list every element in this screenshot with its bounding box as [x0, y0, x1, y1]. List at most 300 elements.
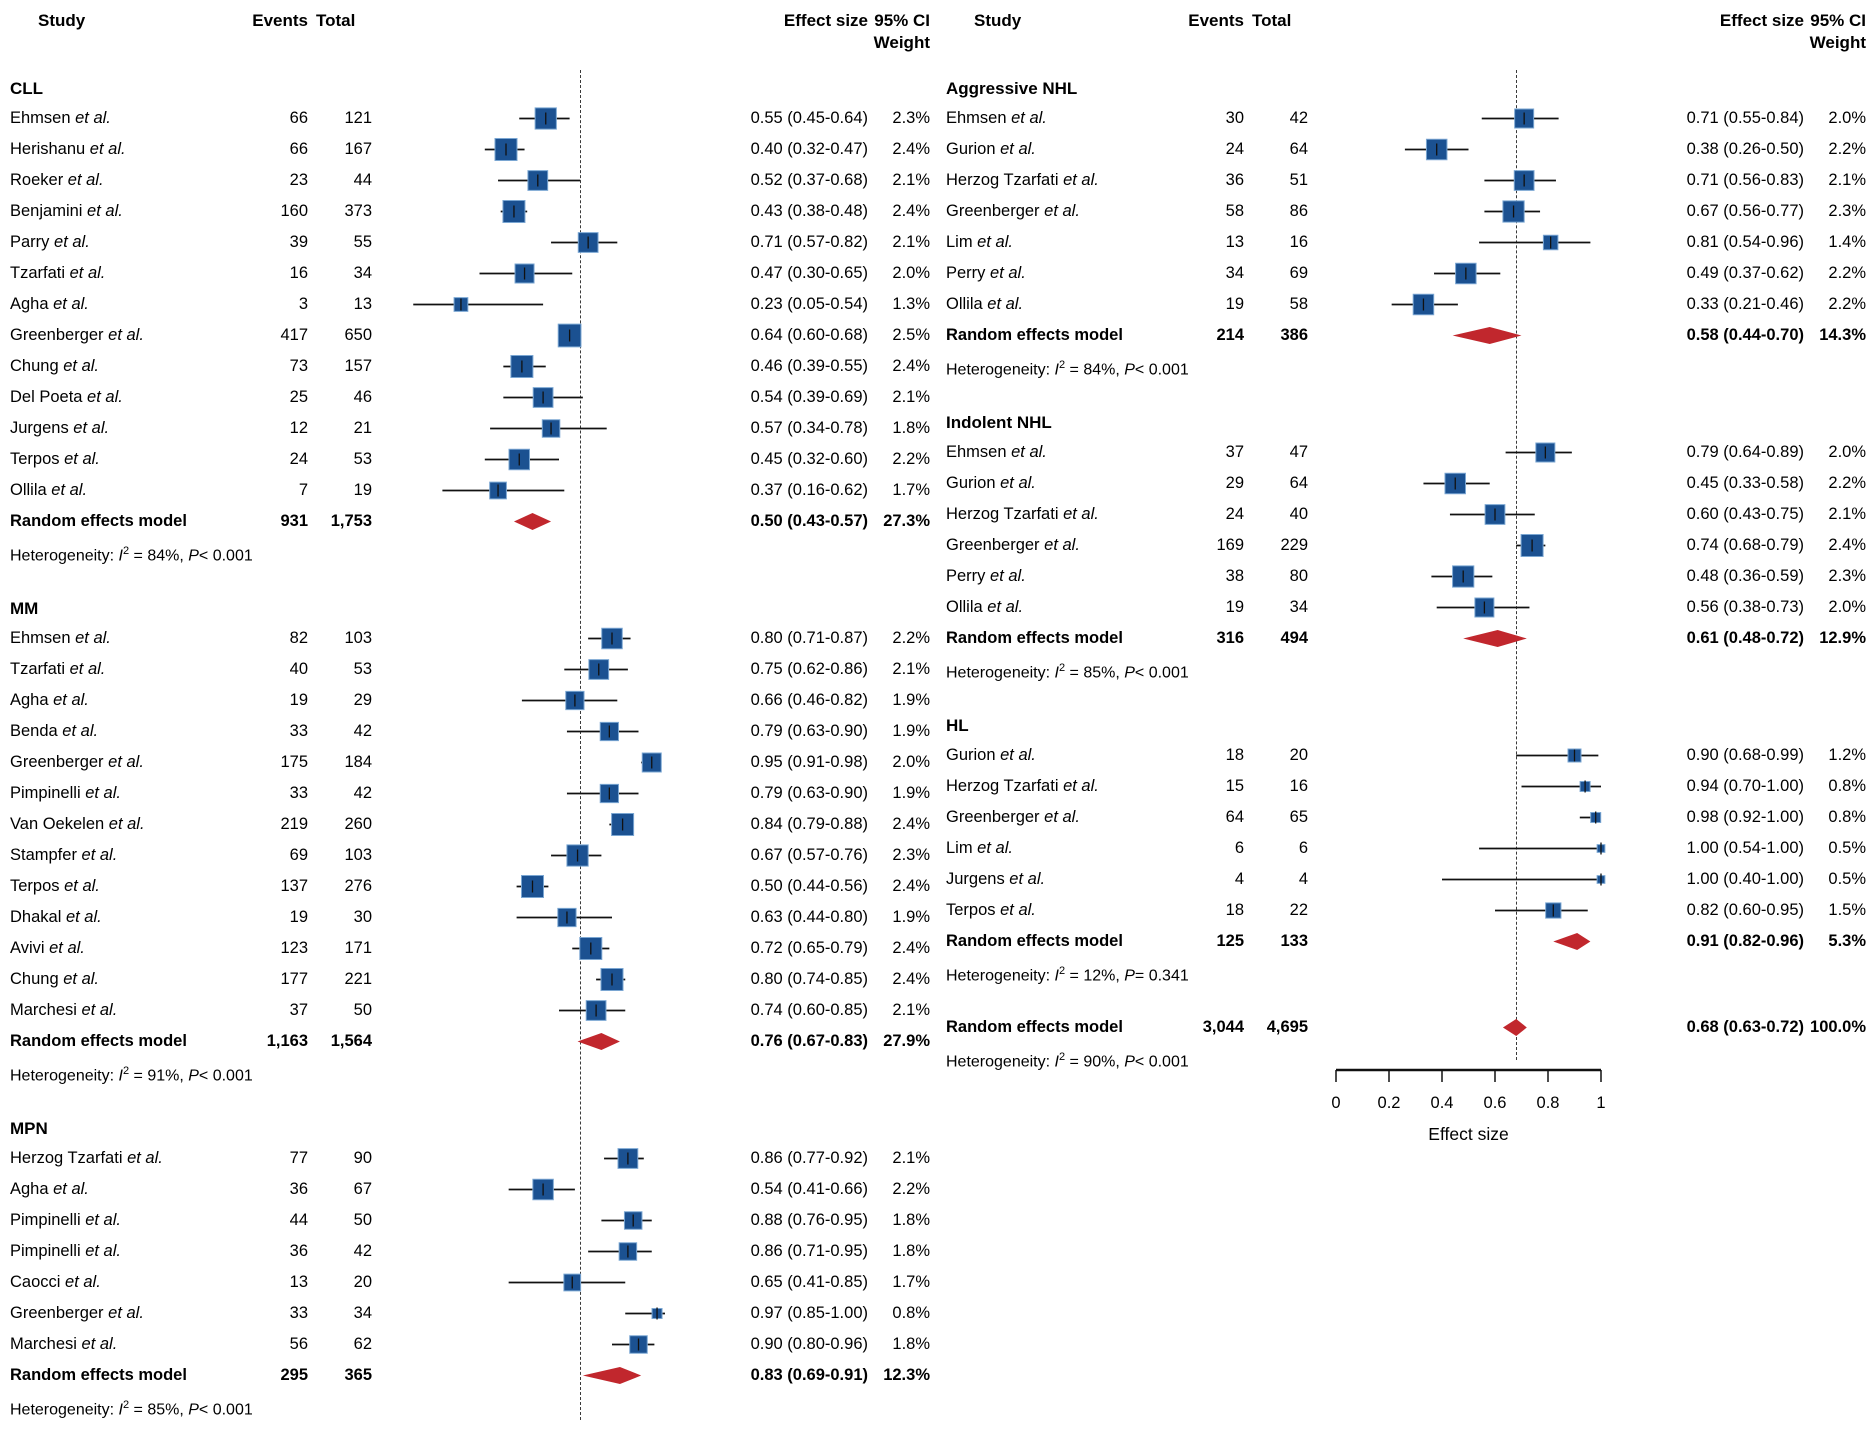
total-value: 494 [1280, 629, 1308, 647]
forest-plot-cell [372, 1174, 672, 1205]
column-header-row [0, 0, 935, 72]
weight-value: 2.1% [892, 660, 930, 678]
forest-plot-cell [372, 506, 672, 537]
effect-size-value: 0.57 (0.34-0.78) [750, 419, 868, 437]
events-value: 29 [1225, 474, 1244, 492]
events-value: 316 [1216, 629, 1244, 647]
i-squared-symbol: I [1054, 1053, 1059, 1071]
forest-plot-cell [372, 840, 672, 871]
study-label: Chung et al. [10, 970, 99, 988]
events-value: 137 [280, 877, 308, 895]
weight-value: 2.2% [1828, 295, 1866, 313]
events-value: 13 [289, 1273, 308, 1291]
weight-value: 2.2% [892, 450, 930, 468]
study-marker [1308, 833, 1608, 864]
forest-plot-cell [1308, 134, 1608, 165]
et-al-italic: et al. [53, 691, 89, 709]
summary-label: Random effects model [10, 1032, 187, 1050]
study-label: Van Oekelen et al. [10, 815, 145, 833]
forest-plot-cell [372, 964, 672, 995]
effect-size-value: 0.79 (0.63-0.90) [750, 784, 868, 802]
total-value: 229 [1280, 536, 1308, 554]
forest-plot-cell [1308, 833, 1608, 864]
study-row [0, 933, 935, 964]
total-header-label: Total [316, 11, 356, 30]
summary-row [936, 1012, 1871, 1043]
study-column-header [936, 0, 1186, 72]
study-marker [372, 444, 672, 475]
effect-size-value: 0.37 (0.16-0.62) [750, 481, 868, 499]
summary-diamond [514, 513, 551, 530]
ci-header-label: 95% CI [1810, 11, 1866, 30]
weight-value: 0.5% [1828, 870, 1866, 888]
summary-diamond [1503, 1019, 1527, 1036]
events-value: 34 [1225, 264, 1244, 282]
weight-value: 2.2% [892, 629, 930, 647]
et-al-italic: et al. [87, 202, 123, 220]
study-marker [372, 196, 672, 227]
effect-size-value: 0.64 (0.60-0.68) [750, 326, 868, 344]
total-value: 365 [344, 1366, 372, 1384]
study-label: Greenberger et al. [10, 1304, 144, 1322]
summary-row [936, 623, 1871, 654]
effect-size-value: 0.81 (0.54-0.96) [1686, 233, 1804, 251]
effect-size-value: 0.80 (0.71-0.87) [750, 629, 868, 647]
weight-value: 27.9% [883, 1032, 930, 1050]
total-value: 62 [353, 1335, 372, 1353]
total-value: 4 [1298, 870, 1308, 888]
summary-label: Random effects model [10, 512, 187, 530]
weight-value: 2.0% [892, 753, 930, 771]
total-value: 42 [353, 784, 372, 802]
weight-value: 2.4% [892, 970, 930, 988]
study-label: Chung et al. [10, 357, 99, 375]
effect-size-value: 0.79 (0.63-0.90) [750, 722, 868, 740]
forest-plot-cell [372, 289, 672, 320]
study-row [936, 227, 1871, 258]
forest-plot-cell [372, 1360, 672, 1391]
events-value: 66 [289, 109, 308, 127]
summary-row [0, 1360, 935, 1391]
events-value: 82 [289, 629, 308, 647]
i-squared-symbol: I [118, 1067, 123, 1085]
weight-value: 14.3% [1819, 326, 1866, 344]
forest-plot-cell [372, 413, 672, 444]
total-value: 50 [353, 1211, 372, 1229]
weight-value: 2.1% [892, 1149, 930, 1167]
total-value: 1,753 [330, 512, 372, 530]
events-value: 37 [1225, 443, 1244, 461]
events-value: 19 [1225, 295, 1244, 313]
weight-value: 2.2% [1828, 264, 1866, 282]
study-row [936, 833, 1871, 864]
effect-size-value: 0.45 (0.32-0.60) [750, 450, 868, 468]
study-marker [1308, 468, 1608, 499]
study-label: Perry et al. [946, 567, 1026, 585]
plot-header-spacer [372, 0, 672, 72]
effect-size-value: 0.43 (0.38-0.48) [750, 202, 868, 220]
section-gap [936, 685, 1871, 709]
et-al-italic: et al. [53, 1180, 89, 1198]
weight-value: 2.2% [892, 1180, 930, 1198]
events-value: 73 [289, 357, 308, 375]
total-value: 276 [344, 877, 372, 895]
et-al-italic: et al. [990, 264, 1026, 282]
study-row [0, 654, 935, 685]
events-value: 24 [289, 450, 308, 468]
et-al-italic: et al. [1000, 474, 1036, 492]
study-marker [1308, 258, 1608, 289]
study-label: Pimpinelli et al. [10, 1242, 121, 1260]
events-value: 66 [289, 140, 308, 158]
effect-size-value: 0.63 (0.44-0.80) [750, 908, 868, 926]
study-label: Ollila et al. [946, 598, 1024, 616]
effect-size-value: 0.75 (0.62-0.86) [750, 660, 868, 678]
summary-label: Random effects model [946, 326, 1123, 344]
forest-plot-cell [1308, 561, 1608, 592]
weight-value: 2.0% [1828, 598, 1866, 616]
study-row [936, 196, 1871, 227]
group-title: Indolent NHL [946, 413, 1052, 432]
i-squared-symbol: I [118, 1401, 123, 1419]
study-label: Ehmsen et al. [946, 443, 1047, 461]
study-label: Del Poeta et al. [10, 388, 123, 406]
axis-tick-label: 0.2 [1377, 1094, 1401, 1112]
study-column-header [0, 0, 250, 72]
effect-size-value: 0.61 (0.48-0.72) [1686, 629, 1804, 647]
study-label: Terpos et al. [10, 450, 100, 468]
study-row [0, 1143, 935, 1174]
et-al-italic: et al. [987, 295, 1024, 313]
total-value: 69 [1289, 264, 1308, 282]
study-row [0, 227, 935, 258]
total-header-label: Total [1252, 11, 1292, 30]
forest-plot-cell [1308, 227, 1608, 258]
effect-size-value: 1.00 (0.40-1.00) [1686, 870, 1804, 888]
events-value: 56 [289, 1335, 308, 1353]
effect-size-value: 0.82 (0.60-0.95) [1686, 901, 1804, 919]
forest-plot-cell [1308, 592, 1608, 623]
effect-size-value: 0.74 (0.68-0.79) [1686, 536, 1804, 554]
forest-plot-cell [372, 475, 672, 506]
column-header-row [936, 0, 1871, 72]
study-label: Lim et al. [946, 233, 1013, 251]
study-row [936, 499, 1871, 530]
group-title: MM [10, 599, 39, 618]
effect-size-value: 0.76 (0.67-0.83) [750, 1032, 868, 1050]
axis-tick-label: 0.6 [1483, 1094, 1507, 1112]
forest-plot-cell [1308, 530, 1608, 561]
effect-size-value: 0.58 (0.44-0.70) [1686, 326, 1804, 344]
study-marker [1308, 196, 1608, 227]
forest-plot-cell [372, 654, 672, 685]
total-value: 22 [1289, 901, 1308, 919]
summary-marker [1308, 926, 1608, 957]
total-value: 29 [353, 691, 372, 709]
group-title: Aggressive NHL [946, 79, 1078, 98]
effect-size-value: 0.90 (0.68-0.99) [1686, 746, 1804, 764]
study-label: Marchesi et al. [10, 1335, 118, 1353]
forest-plot-cell [372, 1205, 672, 1236]
total-value: 16 [1289, 777, 1308, 795]
events-value: 1,163 [266, 1032, 308, 1050]
study-row [0, 258, 935, 289]
section-gap [0, 568, 935, 592]
study-label: Perry et al. [946, 264, 1026, 282]
forest-plot-cell [372, 444, 672, 475]
forest-plot-cell [1308, 103, 1608, 134]
weight-value: 2.4% [1828, 536, 1866, 554]
effect-size-value: 0.33 (0.21-0.46) [1686, 295, 1804, 313]
events-value: 214 [1216, 326, 1244, 344]
study-row [936, 468, 1871, 499]
total-value: 171 [344, 939, 372, 957]
events-value: 169 [1216, 536, 1244, 554]
total-value: 133 [1280, 932, 1308, 950]
study-marker [372, 902, 672, 933]
effect-size-column-header [672, 0, 868, 72]
events-value: 417 [280, 326, 308, 344]
study-marker [372, 623, 672, 654]
study-row [0, 103, 935, 134]
et-al-italic: et al. [69, 264, 106, 282]
study-marker [1308, 592, 1608, 623]
summary-diamond [1553, 933, 1590, 950]
summary-diamond [1453, 327, 1522, 344]
et-al-italic: et al. [87, 388, 123, 406]
effect-size-value: 0.94 (0.70-1.00) [1686, 777, 1804, 795]
events-value: 12 [289, 419, 308, 437]
weight-value: 2.0% [892, 264, 930, 282]
et-al-italic: et al. [64, 450, 100, 468]
effect-size-value: 0.23 (0.05-0.54) [750, 295, 868, 313]
forest-plot-cell [372, 902, 672, 933]
et-al-italic: et al. [987, 598, 1024, 616]
weight-value: 1.7% [892, 1273, 930, 1291]
et-al-italic: et al. [63, 357, 99, 375]
et-al-italic: et al. [1044, 202, 1080, 220]
effect-size-value: 0.86 (0.77-0.92) [750, 1149, 868, 1167]
et-al-italic: et al. [1063, 505, 1099, 523]
summary-row [936, 926, 1871, 957]
summary-label: Random effects model [946, 1018, 1123, 1036]
forest-plot-cell [1308, 771, 1608, 802]
summary-marker [372, 1026, 672, 1057]
et-al-italic: et al. [1011, 109, 1047, 127]
events-value: 19 [1225, 598, 1244, 616]
p-symbol: P [188, 1401, 199, 1419]
summary-marker [372, 1360, 672, 1391]
study-row [0, 165, 935, 196]
p-symbol: P [1124, 361, 1135, 379]
events-value: 24 [1225, 140, 1244, 158]
effect-size-value: 0.90 (0.80-0.96) [750, 1335, 868, 1353]
study-header-label: Study [38, 11, 86, 30]
et-al-italic: et al. [977, 233, 1013, 251]
events-column-header [250, 0, 308, 72]
total-value: 20 [353, 1273, 372, 1291]
effect-size-value: 0.86 (0.71-0.95) [750, 1242, 868, 1260]
study-row [936, 592, 1871, 623]
effect-size-value: 0.49 (0.37-0.62) [1686, 264, 1804, 282]
section-gap [0, 1088, 935, 1112]
study-marker [1308, 165, 1608, 196]
total-value: 6 [1298, 839, 1308, 857]
study-label: Agha et al. [10, 295, 89, 313]
total-value: 373 [344, 202, 372, 220]
events-value: 69 [289, 846, 308, 864]
et-al-italic: et al. [64, 877, 100, 895]
events-value: 175 [280, 753, 308, 771]
effect-size-value: 0.40 (0.32-0.47) [750, 140, 868, 158]
total-value: 55 [353, 233, 372, 251]
study-marker [372, 289, 672, 320]
heterogeneity-note: Heterogeneity: $I^2 = 85\%$, P< 0.001 [10, 1399, 253, 1419]
study-label: Agha et al. [10, 1180, 89, 1198]
forest-plot-cell [1308, 499, 1608, 530]
superscript-two: 2 [1058, 359, 1066, 371]
summary-diamond [583, 1367, 641, 1384]
weight-value: 2.1% [892, 171, 930, 189]
weight-value: 1.9% [892, 691, 930, 709]
events-value: 18 [1225, 901, 1244, 919]
weight-value: 12.9% [1819, 629, 1866, 647]
summary-label: Random effects model [10, 1366, 187, 1384]
total-value: 46 [353, 388, 372, 406]
weight-value: 1.9% [892, 722, 930, 740]
i-squared-symbol: I [1054, 361, 1059, 379]
summary-marker [1308, 623, 1608, 654]
et-al-italic: et al. [977, 839, 1013, 857]
total-value: 42 [353, 1242, 372, 1260]
forest-plot-cell [372, 995, 672, 1026]
weight-value: 1.5% [1828, 901, 1866, 919]
effect-size-value: 0.45 (0.33-0.58) [1686, 474, 1804, 492]
total-value: 221 [344, 970, 372, 988]
et-al-italic: et al. [75, 109, 111, 127]
total-value: 34 [353, 1304, 372, 1322]
et-al-italic: et al. [51, 481, 88, 499]
total-value: 20 [1289, 746, 1308, 764]
forest-plot-cell [1308, 623, 1608, 654]
study-row [0, 840, 935, 871]
study-row [936, 437, 1871, 468]
study-marker [372, 871, 672, 902]
total-value: 21 [353, 419, 372, 437]
study-row [0, 685, 935, 716]
study-row [936, 165, 1871, 196]
events-value: 33 [289, 784, 308, 802]
study-label: Benjamini et al. [10, 202, 123, 220]
study-row [936, 258, 1871, 289]
weight-value: 1.8% [892, 1335, 930, 1353]
total-value: 47 [1289, 443, 1308, 461]
p-symbol: P [1124, 967, 1135, 985]
study-row [0, 1174, 935, 1205]
events-value: 295 [280, 1366, 308, 1384]
forest-plot-cell [372, 1329, 672, 1360]
forest-plot-cell [1308, 258, 1608, 289]
study-label: Parry et al. [10, 233, 90, 251]
events-value: 3,044 [1202, 1018, 1244, 1036]
p-symbol: P [1124, 1053, 1135, 1071]
events-value: 160 [280, 202, 308, 220]
effect-size-value: 0.72 (0.65-0.79) [750, 939, 868, 957]
study-marker [1308, 771, 1608, 802]
et-al-italic: et al. [127, 1149, 163, 1167]
events-header-label: Events [1188, 11, 1244, 30]
total-column-header [1244, 0, 1308, 72]
study-marker [1308, 864, 1608, 895]
study-label: Stampfer et al. [10, 846, 118, 864]
weight-value: 2.0% [1828, 109, 1866, 127]
effect-size-header-label: Effect size [783, 11, 868, 30]
study-row [0, 1236, 935, 1267]
weight-value: 0.5% [1828, 839, 1866, 857]
superscript-two: 2 [1058, 965, 1066, 977]
events-value: 3 [298, 295, 308, 313]
events-value: 36 [1225, 171, 1244, 189]
summary-row [936, 320, 1871, 351]
et-al-italic: et al. [1044, 536, 1080, 554]
study-row [936, 289, 1871, 320]
total-value: 16 [1289, 233, 1308, 251]
study-marker [372, 778, 672, 809]
study-marker [372, 654, 672, 685]
p-symbol: P [1124, 664, 1135, 682]
events-value: 4 [1234, 870, 1244, 888]
study-marker [372, 320, 672, 351]
study-row [0, 1329, 935, 1360]
forest-plot-cell [372, 747, 672, 778]
total-value: 157 [344, 357, 372, 375]
total-value: 86 [1289, 202, 1308, 220]
section-gap [936, 988, 1871, 1012]
et-al-italic: et al. [108, 1304, 144, 1322]
effect-size-value: 0.47 (0.30-0.65) [750, 264, 868, 282]
study-marker [372, 716, 672, 747]
plot-header-spacer [1308, 0, 1608, 72]
forest-plot-cell [1308, 437, 1608, 468]
study-marker [1308, 227, 1608, 258]
effect-size-value: 0.52 (0.37-0.68) [750, 171, 868, 189]
total-value: 13 [353, 295, 372, 313]
weight-value: 2.5% [892, 326, 930, 344]
study-row [936, 864, 1871, 895]
axis-tick-label: 1 [1596, 1094, 1606, 1112]
et-al-italic: et al. [1000, 746, 1036, 764]
forest-plot-cell [1308, 802, 1608, 833]
total-value: 65 [1289, 808, 1308, 826]
effect-size-value: 0.95 (0.91-0.98) [750, 753, 868, 771]
weight-value: 0.8% [892, 1304, 930, 1322]
weight-value: 1.8% [892, 419, 930, 437]
weight-value: 5.3% [1828, 932, 1866, 950]
forest-plot-cell [1308, 926, 1608, 957]
weight-value: 2.4% [892, 939, 930, 957]
et-al-italic: et al. [89, 140, 126, 158]
study-row [936, 802, 1871, 833]
effect-size-value: 0.60 (0.43-0.75) [1686, 505, 1804, 523]
et-al-italic: et al. [75, 629, 111, 647]
total-value: 184 [344, 753, 372, 771]
study-label: Jurgens et al. [10, 419, 110, 437]
events-header-label: Events [252, 11, 308, 30]
study-row [936, 530, 1871, 561]
events-value: 77 [289, 1149, 308, 1167]
et-al-italic: et al. [990, 567, 1026, 585]
ci-weight-column-header [868, 0, 930, 72]
